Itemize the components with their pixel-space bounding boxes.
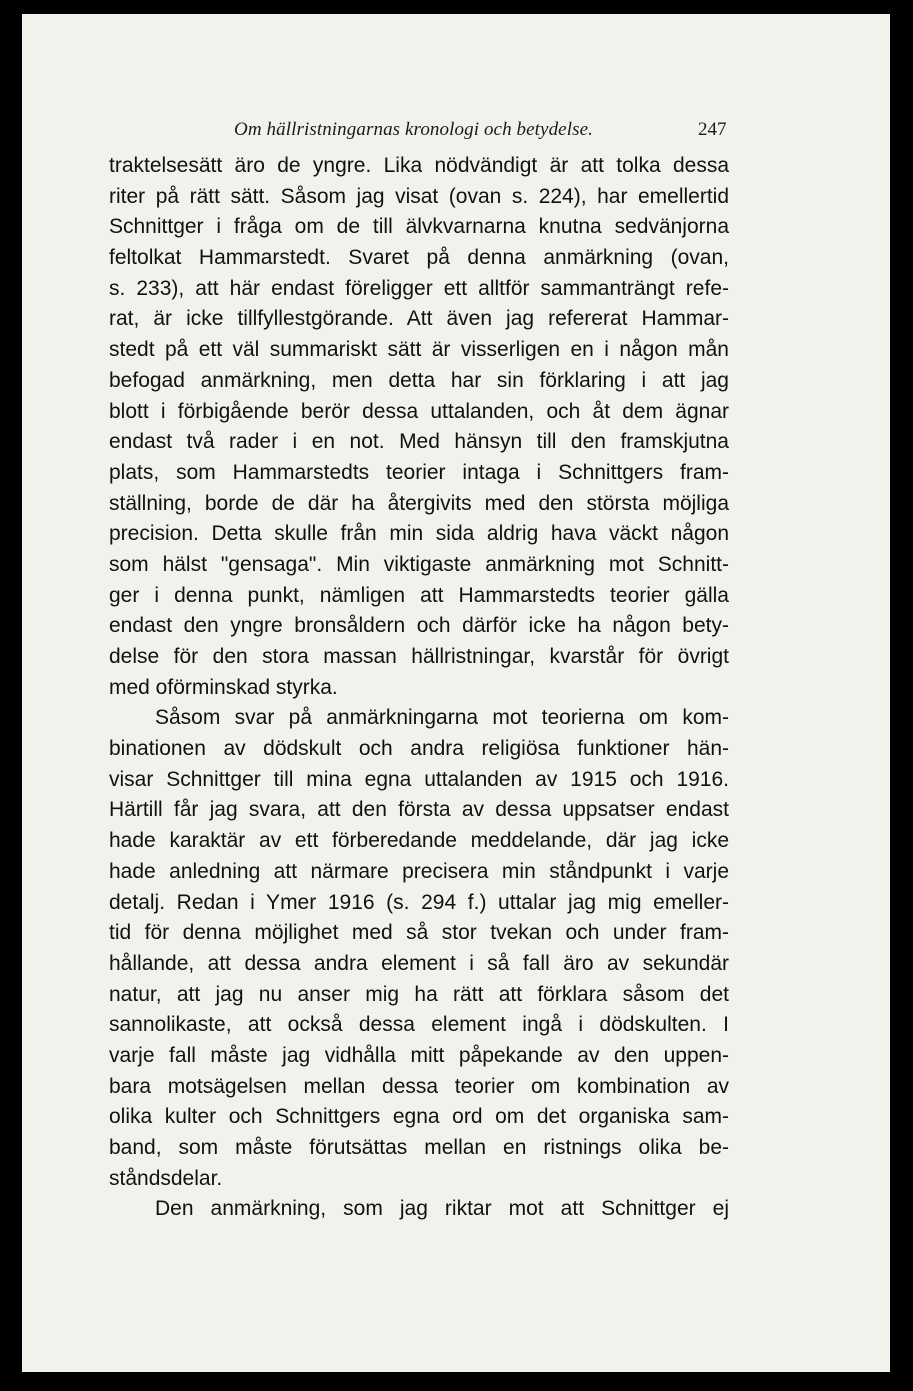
text-line: tid för denna möjlighet med så stor tvekan och under fram- [109, 921, 729, 945]
text-line: rat, är icke tillfyllestgörande. Att även jag refererat Hammar- [109, 307, 729, 331]
text-line: befogad anmärkning, men detta har sin förklaring i att jag [109, 368, 729, 392]
text-line: band, som måste förutsättas mellan en ristnings olika be- [109, 1136, 729, 1159]
text-line: precision. Detta skulle från min sida aldrig hava väckt någon [109, 522, 729, 546]
text-line: binationen av dödskult och andra religiösa funktioner hän- [109, 737, 729, 761]
text-line: Såsom svar på anmärkningarna mot teorierna om kom- [155, 706, 729, 730]
page-header [22, 117, 890, 147]
text-line: Härtill får jag svara, att den första av dessa uppsatser endast [109, 798, 729, 822]
text-line: endast två rader i en not. Med hänsyn till den framskjutna [109, 430, 729, 454]
text-line: feltolkat Hammarstedt. Svaret på denna anmärkning (ovan, [109, 246, 729, 270]
text-line: ställning, borde de där ha återgivits med den största möjliga [109, 491, 729, 515]
running-title: Om hällristningarnas kronologi och betydelse. [234, 119, 593, 140]
text-line: s. 233), att här endast föreligger ett alltför sammanträngt refe- [109, 276, 729, 300]
text-line: plats, som Hammarstedts teorier intaga i Schnittgers fram- [109, 460, 729, 484]
text-line: ståndsdelar. [109, 1166, 223, 1190]
text-line: med oförminskad styrka. [109, 675, 338, 699]
text-line: traktelsesätt äro de yngre. Lika nödvändigt är att tolka dessa [109, 154, 729, 177]
text-line: blott i förbigående berör dessa uttalanden, och åt dem ägnar [109, 399, 729, 423]
text-line: detalj. Redan i Ymer 1916 (s. 294 f.) uttalar jag mig emeller- [109, 890, 729, 914]
text-line: hade anledning att närmare precisera min ståndpunkt i varje [109, 859, 729, 883]
text-line: endast den yngre bronsåldern och därför icke ha någon bety- [109, 614, 729, 638]
text-line: ger i denna punkt, nämligen att Hammarstedts teorier gälla [109, 583, 729, 607]
text-line: hade karaktär av ett förberedande meddelande, där jag icke [109, 829, 729, 853]
page-number: 247 [698, 119, 727, 140]
text-line: varje fall måste jag vidhålla mitt påpekande av den uppen- [109, 1043, 729, 1067]
text-line: delse för den stora massan hällristningar, kvarstår för övrigt [109, 645, 729, 668]
text-line: bara motsägelsen mellan dessa teorier om kombination av [109, 1074, 729, 1098]
text-line: Schnittger i fråga om de till älvkvarnarna knutna sedvänjorna [109, 215, 729, 239]
body-text [109, 151, 729, 1225]
text-line: som hälst "gensaga". Min viktigaste anmärkning mot Schnitt- [109, 552, 729, 576]
text-line: stedt på ett väl summariskt sätt är visserligen en i någon mån [109, 338, 729, 362]
text-line: olika kulter och Schnittgers egna ord om det organiska sam- [109, 1105, 729, 1129]
book-page [22, 14, 890, 1372]
text-line: sannolikaste, att också dessa element ingå i dödskulten. I [109, 1013, 729, 1037]
text-line: natur, att jag nu anser mig ha rätt att förklara såsom det [109, 982, 729, 1006]
text-line: hållande, att dessa andra element i så fall äro av sekundär [109, 951, 729, 975]
text-line: visar Schnittger till mina egna uttalanden av 1915 och 1916. [109, 767, 729, 791]
text-line: Den anmärkning, som jag riktar mot att Schnittger ej [155, 1197, 729, 1221]
text-line: riter på rätt sätt. Såsom jag visat (ovan s. 224), har emellertid [109, 184, 729, 208]
